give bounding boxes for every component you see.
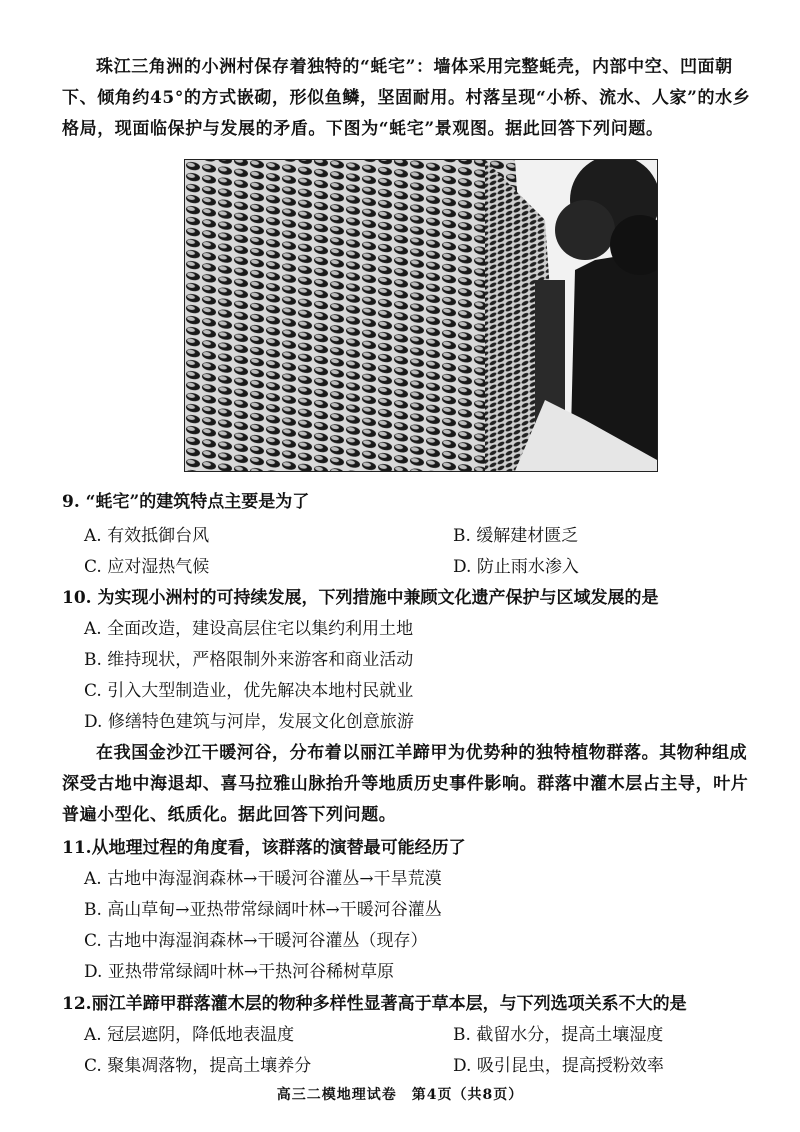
question-9-option-b: B. 缓解建材匮乏 [453, 526, 579, 546]
question-11-option-c: C. 古地中海湿润森林→干暖河谷灌丛（现存） [84, 931, 428, 951]
question-10-option-a: A. 全面改造，建设高层住宅以集约利用土地 [84, 619, 414, 639]
question-12-option-c: C. 聚集凋落物，提高土壤养分 [84, 1056, 312, 1076]
oyster-wall-image [185, 160, 657, 471]
question-10-stem: 10. 为实现小洲村的可持续发展，下列措施中兼顾文化遗产保护与区域发展的是 [62, 588, 659, 608]
question-9-option-d: D. 防止雨水渗入 [453, 557, 579, 577]
question-11-option-b: B. 高山草甸→亚热带常绿阔叶林→干暖河谷灌丛 [84, 900, 442, 920]
question-10-option-d: D. 修缮特色建筑与河岸，发展文化创意旅游 [84, 712, 414, 732]
question-9-stem: 9. “蚝宅”的建筑特点主要是为了 [62, 492, 310, 512]
question-11-option-a: A. 古地中海湿润森林→干暖河谷灌丛→干旱荒漠 [84, 869, 442, 889]
page-footer: 高三二模地理试卷 第4页（共8页） [276, 1087, 524, 1103]
question-10-option-b: B. 维持现状，严格限制外来游客和商业活动 [84, 650, 414, 670]
question-12-stem: 12.丽江羊蹄甲群落灌木层的物种多样性显著高于草本层，与下列选项关系不大的是 [62, 994, 687, 1014]
question-11-stem: 11.从地理过程的角度看，该群落的演替最可能经历了 [62, 838, 466, 858]
passage-bauhinia: 在我国金沙江干暖河谷，分布着以丽江羊蹄甲为优势种的独特植物群落。其物种组成深受古地中海退却、喜马拉雅山脉抬升等地质历史事件影响。群落中灌木层占主导，叶片普遍小型化、纸质化。据此回答下列问题。 [62, 743, 749, 825]
passage-oyster-house: 珠江三角洲的小洲村保存着独特的“蚝宅”：墙体采用完整蚝壳，内部中空、凹面朝下、倾角约45°的方式嵌砌，形似鱼鳞，坚固耐用。村落呈现“小桥、流水、人家”的水乡格局，现面临保护与发展的矛盾。下图为“蚝宅”景观图。据此回答下列问题。 [62, 57, 751, 139]
question-9-option-a: A. 有效抵御台风 [84, 526, 210, 546]
question-11-option-d: D. 亚热带常绿阔叶林→干热河谷稀树草原 [84, 962, 395, 982]
question-10-option-c: C. 引入大型制造业，优先解决本地村民就业 [84, 681, 414, 701]
oyster-house-photo [184, 159, 658, 472]
question-12-option-d: D. 吸引昆虫，提高授粉效率 [453, 1056, 664, 1076]
question-12-option-b: B. 截留水分，提高土壤湿度 [453, 1025, 664, 1045]
question-12-option-a: A. 冠层遮阴，降低地表温度 [84, 1025, 295, 1045]
question-9-option-c: C. 应对湿热气候 [84, 557, 210, 577]
